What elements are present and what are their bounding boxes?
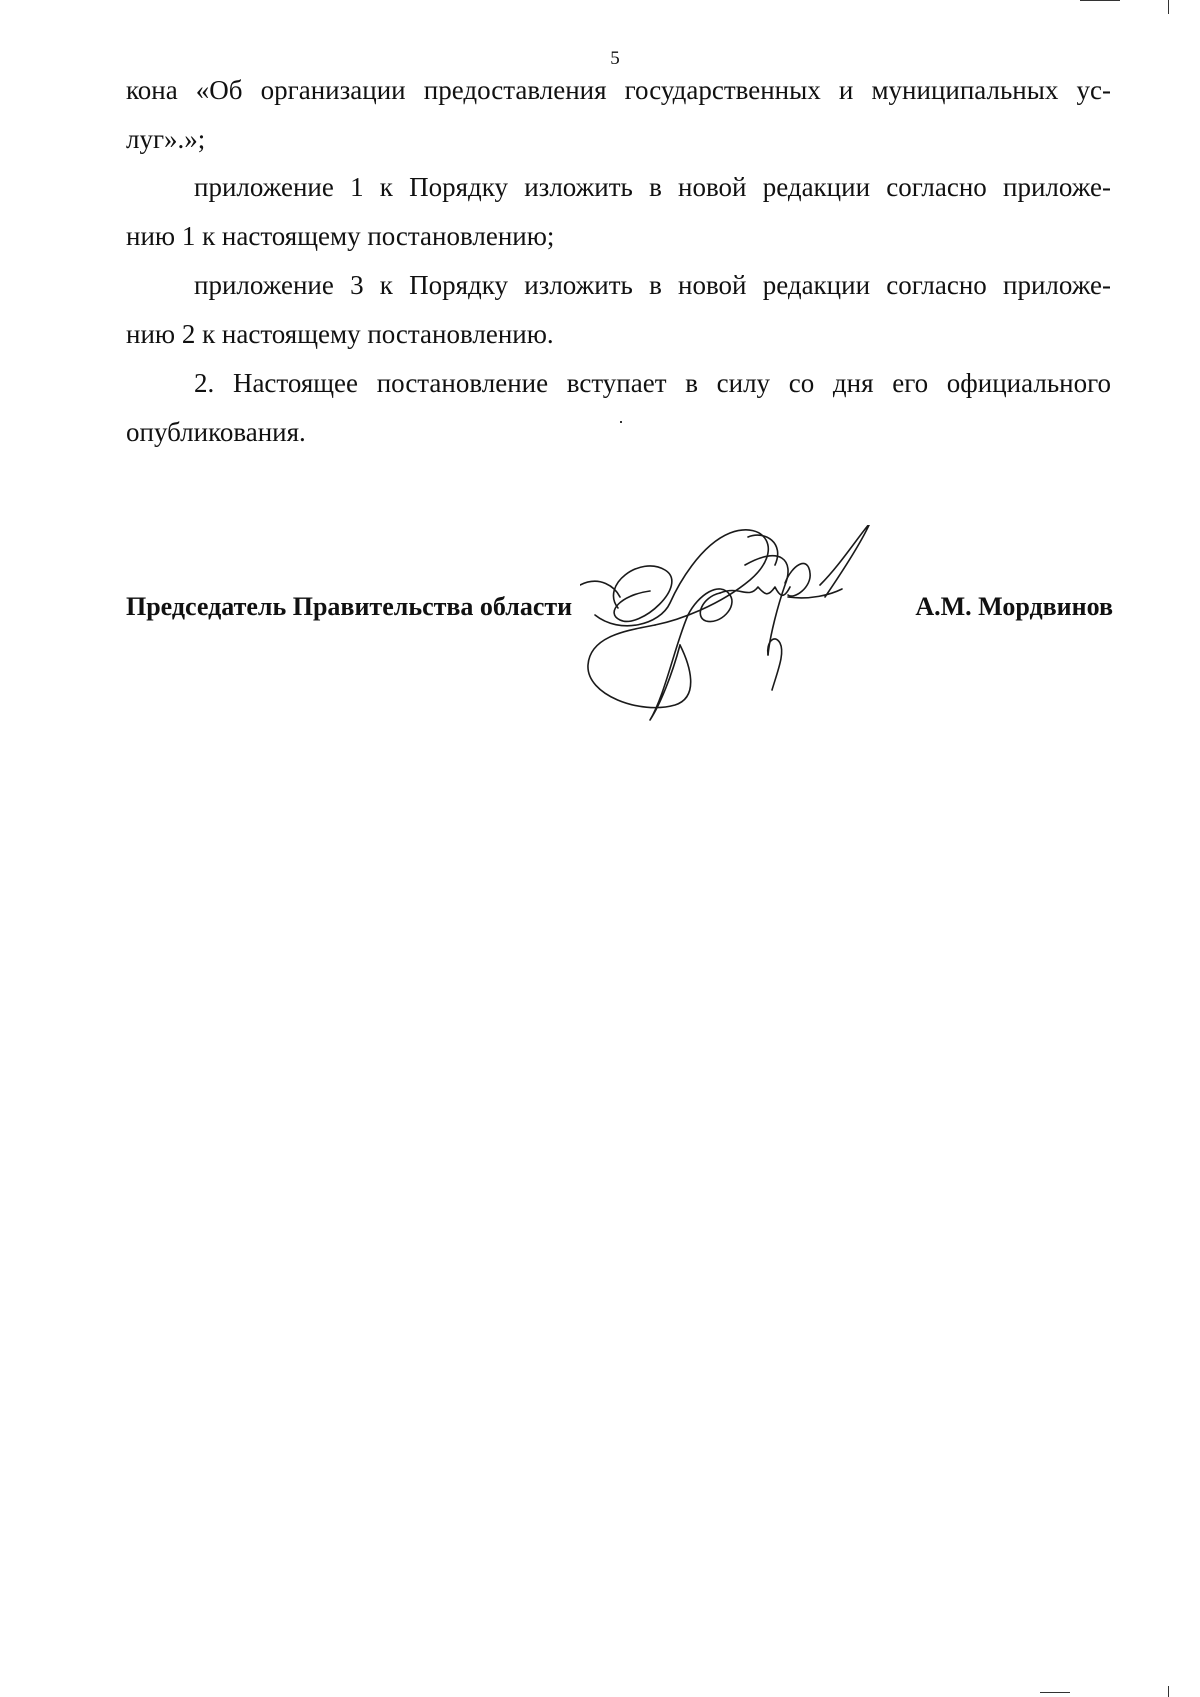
body-line-5: приложение 3 к Порядку изложить в новой редакции согласно приложе-: [194, 270, 1111, 300]
body-line-2: луг».»;: [126, 124, 206, 154]
body-line-4: нию 1 к настоящему постановлению;: [126, 221, 555, 251]
body-line-8: опубликования.: [126, 417, 306, 447]
body-line-7: 2. Настоящее постановление вступает в силу со дня его официального: [194, 368, 1111, 398]
page-number: 5: [610, 48, 620, 69]
scan-artifact: [620, 421, 622, 423]
signatory-name: А.М. Мордвинов: [915, 592, 1113, 621]
body-line-6: нию 2 к настоящему постановлению.: [126, 319, 554, 349]
handwritten-signature: [580, 525, 940, 725]
signatory-title: Председатель Правительства области: [126, 592, 573, 621]
scan-artifact: [1168, 0, 1169, 14]
scan-artifact: [1040, 1692, 1070, 1693]
body-line-3: приложение 1 к Порядку изложить в новой редакции согласно приложе-: [194, 172, 1111, 202]
scan-artifact: [1080, 0, 1120, 1]
scan-artifact: [1168, 1686, 1169, 1697]
body-line-1: кона «Об организации предоставления государственных и муниципальных ус-: [126, 75, 1111, 105]
